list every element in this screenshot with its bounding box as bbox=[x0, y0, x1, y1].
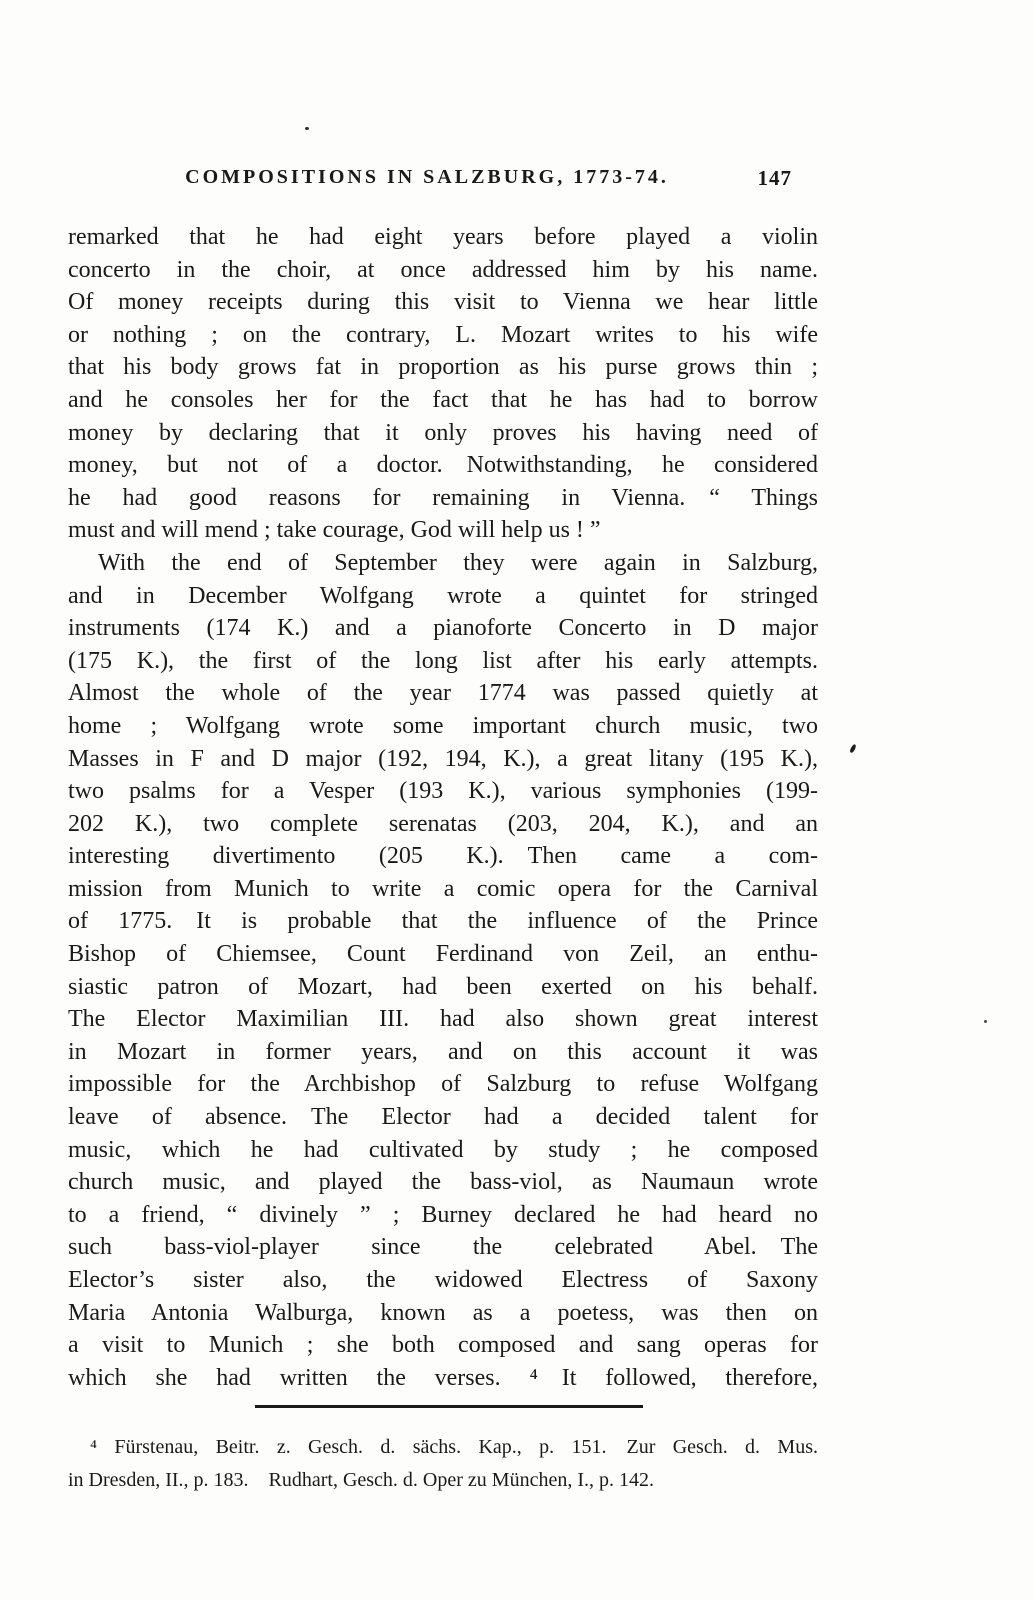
page-number: 147 bbox=[757, 166, 792, 190]
text-line: two psalms for a Vesper (193 K.), various symphonies (199- bbox=[68, 778, 818, 805]
text-line: concerto in the choir, at once addressed him by his name. bbox=[68, 256, 818, 283]
text-line: money by declaring that it only proves his having need of bbox=[68, 419, 818, 446]
running-header bbox=[68, 166, 818, 194]
text-line: (175 K.), the first of the long list after his early attempts. bbox=[68, 647, 818, 674]
text-line: that his body grows fat in proportion as his purse grows thin ; bbox=[68, 354, 818, 381]
text-line: a visit to Munich ; she both composed and sang operas for bbox=[68, 1332, 818, 1359]
text-line: he had good reasons for remaining in Vienna. “ Things bbox=[68, 484, 818, 511]
scan-speck-top bbox=[305, 127, 309, 130]
scan-speck-margin bbox=[849, 744, 857, 754]
chapter-header: COMPOSITIONS IN SALZBURG, 1773-74. bbox=[185, 166, 669, 188]
text-line: such bass-viol-player since the celebrated Abel. The bbox=[68, 1234, 818, 1261]
text-line: siastic patron of Mozart, had been exerted on his behalf. bbox=[68, 973, 818, 1000]
text-line: interesting divertimento (205 K.). Then came a com- bbox=[68, 843, 818, 870]
text-line: and he consoles her for the fact that he has had to borrow bbox=[68, 386, 818, 413]
text-line: Elector’s sister also, the widowed Electress of Saxony bbox=[68, 1267, 818, 1293]
text-line: The Elector Maximilian III. had also shown great interest bbox=[68, 1006, 818, 1033]
text-line: or nothing ; on the contrary, L. Mozart writes to his wife bbox=[68, 321, 818, 348]
text-line: and in December Wolfgang wrote a quintet for stringed bbox=[68, 582, 818, 609]
footnote-divider bbox=[255, 1405, 643, 1408]
text-line: church music, and played the bass-viol, as Naumaun wrote bbox=[68, 1169, 818, 1196]
text-line: With the end of September they were again in Salzburg, bbox=[98, 549, 818, 576]
text-line: impossible for the Archbishop of Salzburg to refuse Wolfgang bbox=[68, 1071, 818, 1098]
text-line: home ; Wolfgang wrote some important church music, two bbox=[68, 712, 818, 739]
text-line: money, but not of a doctor. Notwithstanding, he considered bbox=[68, 452, 818, 479]
footnote bbox=[68, 1431, 818, 1497]
body-text bbox=[68, 221, 818, 1394]
text-line: in Mozart in former years, and on this account it was bbox=[68, 1038, 818, 1065]
text-line: 202 K.), two complete serenatas (203, 204, K.), and an bbox=[68, 810, 818, 837]
footnote-line: in Dresden, II., p. 183. Rudhart, Gesch. d. Oper zu München, I., p. 142. bbox=[68, 1469, 654, 1491]
text-line: instruments (174 K.) and a pianoforte Concerto in D major bbox=[68, 615, 818, 642]
text-line: to a friend, “ divinely ” ; Burney declared he had heard no bbox=[68, 1201, 818, 1228]
scan-speck-right bbox=[984, 1020, 987, 1023]
text-line: Almost the whole of the year 1774 was passed quietly at bbox=[68, 680, 818, 707]
text-line: which she had written the verses. ⁴ It followed, therefore, bbox=[68, 1364, 818, 1391]
text-line: music, which he had cultivated by study ; he composed bbox=[68, 1136, 818, 1163]
text-line: mission from Munich to write a comic opera for the Carnival bbox=[68, 875, 818, 902]
text-line: Bishop of Chiemsee, Count Ferdinand von Zeil, an enthu- bbox=[68, 941, 818, 968]
text-line: must and will mend ; take courage, God will help us ! ” bbox=[68, 517, 601, 544]
text-line: Of money receipts during this visit to Vienna we hear little bbox=[68, 289, 818, 316]
text-line: leave of absence. The Elector had a decided talent for bbox=[68, 1104, 818, 1131]
text-line: Masses in F and D major (192, 194, K.), a great litany (195 K.), bbox=[68, 745, 818, 772]
text-line: of 1775. It is probable that the influence of the Prince bbox=[68, 908, 818, 935]
text-line: remarked that he had eight years before played a violin bbox=[68, 224, 818, 250]
text-line: Maria Antonia Walburga, known as a poetess, was then on bbox=[68, 1299, 818, 1326]
footnote-line: ⁴ Fürstenau, Beitr. z. Gesch. d. sächs. Kap., p. 151. Zur Gesch. d. Mus. bbox=[90, 1436, 818, 1458]
